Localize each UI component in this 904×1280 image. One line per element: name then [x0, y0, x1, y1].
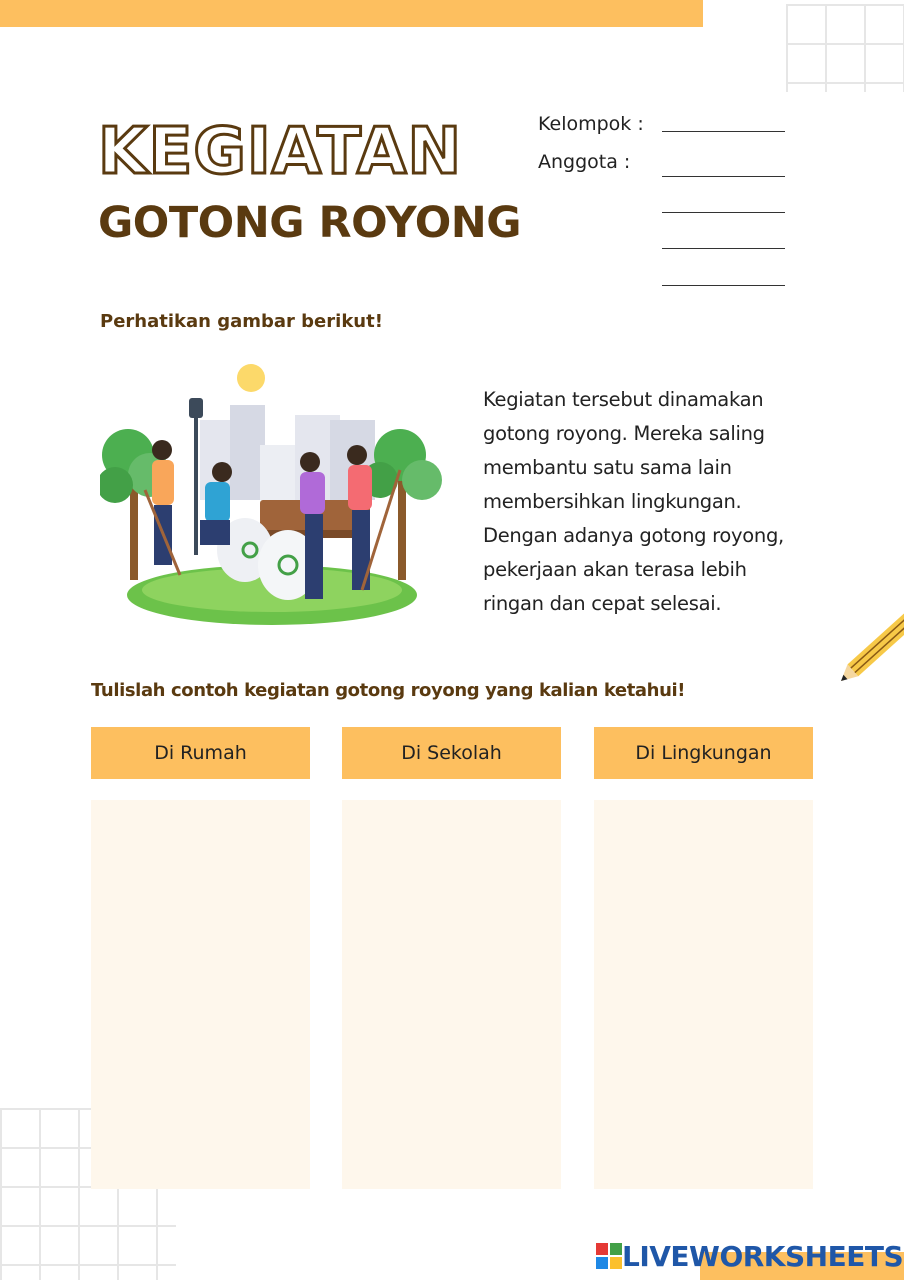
description-line: gotong royong. Mereka saling — [483, 422, 765, 445]
answer-box-school[interactable] — [342, 800, 561, 1189]
decorative-grid-top-right — [786, 4, 904, 92]
member-line-1[interactable] — [662, 176, 785, 177]
member-line-2[interactable] — [662, 212, 785, 213]
liveworksheets-logo[interactable] — [596, 1238, 903, 1274]
description-paragraph — [483, 383, 843, 621]
group-label: Kelompok : — [538, 113, 644, 135]
title-line-2: GOTONG ROYONG — [98, 198, 522, 248]
members-label: Anggota : — [538, 151, 631, 173]
top-accent-bar — [0, 0, 703, 27]
answer-box-neighborhood[interactable] — [594, 800, 813, 1189]
description-line: membantu satu sama lain — [483, 456, 732, 479]
description-line: pekerjaan akan terasa lebih — [483, 558, 747, 581]
member-line-3[interactable] — [662, 248, 785, 249]
column-header-school: Di Sekolah — [342, 727, 561, 779]
member-line-4[interactable] — [662, 285, 785, 286]
description-line: ringan dan cepat selesai. — [483, 592, 722, 615]
column-header-home: Di Rumah — [91, 727, 310, 779]
group-name-line[interactable] — [662, 131, 785, 132]
observe-instruction: Perhatikan gambar berikut! — [100, 311, 383, 332]
gotong-royong-illustration — [100, 360, 445, 645]
pencil-icon — [835, 595, 904, 685]
write-instruction: Tulislah contoh kegiatan gotong royong yang kalian ketahui! — [91, 680, 686, 701]
title-line-1: KEGIATAN — [98, 115, 462, 189]
liveworksheets-logo-icon — [596, 1243, 622, 1269]
description-line: Dengan adanya gotong royong, — [483, 524, 784, 547]
description-line: Kegiatan tersebut dinamakan — [483, 388, 764, 411]
answer-box-home[interactable] — [91, 800, 310, 1189]
column-header-neighborhood: Di Lingkungan — [594, 727, 813, 779]
description-line: membersihkan lingkungan. — [483, 490, 742, 513]
logo-text: LIVEWORKSHEETS — [622, 1239, 904, 1273]
